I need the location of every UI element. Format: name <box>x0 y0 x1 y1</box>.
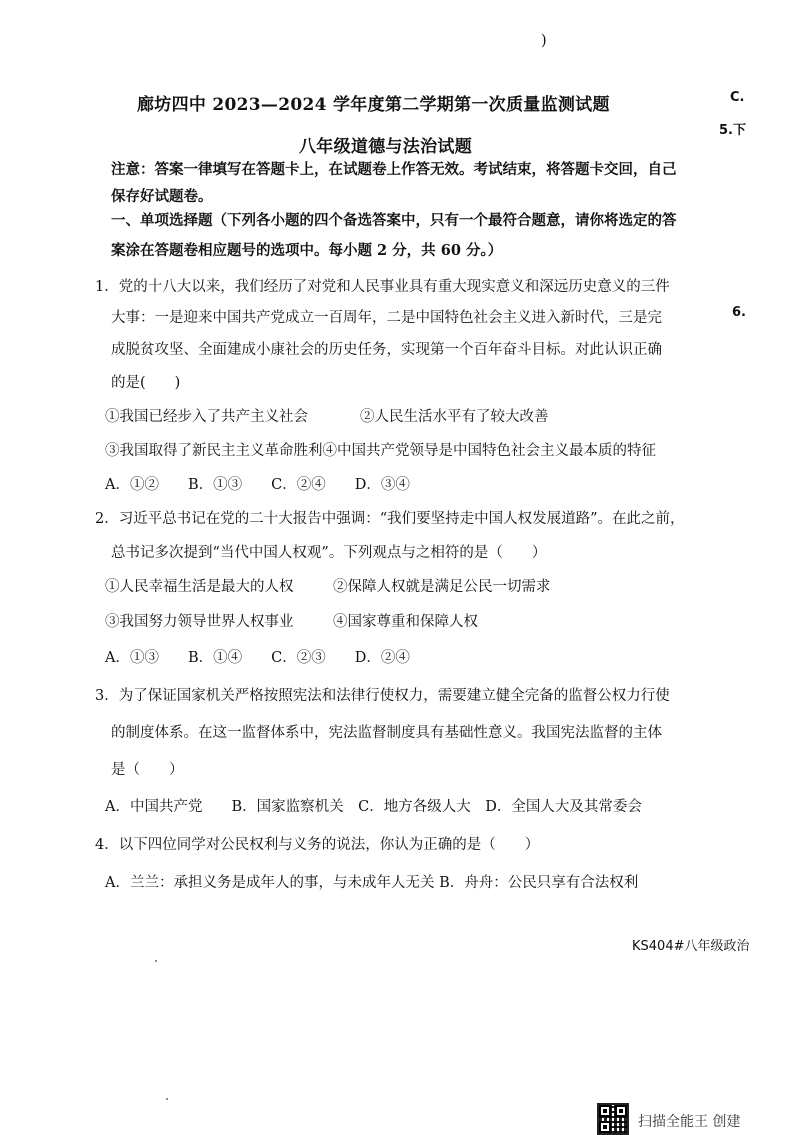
q1-line-1: 1．党的十八大以来，我们经历了对党和人民事业具有重大现实意义和深远历史意义的三件 <box>95 279 670 295</box>
exam-title: 廊坊四中 2023—2024 学年度第二学期第一次质量监测试题 <box>137 95 610 115</box>
q1-line-2: 大事：一是迎来中国共产党成立一百周年，二是中国特色社会主义进入新时代，三是完 <box>111 310 662 326</box>
q2-option-3: ③我国努力领导世界人权事业 <box>105 614 294 630</box>
q2-line-1: 2．习近平总书记在党的二十大报告中强调：“我们要坚持走中国人权发展道路”。在此之前， <box>95 511 685 527</box>
q3-line-2: 的制度体系。在这一监督体系中，宪法监督制度具有基础性意义。我国宪法监督的主体 <box>111 725 662 741</box>
stray-mark: ) <box>541 33 547 49</box>
q2-line-2: 总书记多次提到“当代中国人权观”。下列观点与之相符的是（ ） <box>111 545 547 561</box>
q4-line-1: 4．以下四位同学对公民权利与义务的说法，你认为正确的是（ ） <box>95 837 540 853</box>
q1-option-3-4: ③我国取得了新民主主义革命胜利④中国共产党领导是中国特色社会主义最本质的特征 <box>105 443 656 459</box>
section-heading-line-1: 一、单项选择题（下列各小题的四个备选答案中，只有一个最符合题意，请你将选定的答 <box>111 212 677 229</box>
scan-speck <box>155 960 157 962</box>
q1-line-4: 的是( ) <box>111 375 181 391</box>
exam-subtitle: 八年级道德与法治试题 <box>299 137 472 157</box>
q3-line-1: 3．为了保证国家机关严格按照宪法和法律行使权力，需要建立健全完备的监督公权力行使 <box>95 688 670 704</box>
scanner-watermark: 扫描全能王 创建 <box>638 1114 741 1130</box>
edge-fragment-6: 6. <box>732 305 746 320</box>
q1-option-2: ②人民生活水平有了较大改善 <box>360 409 549 425</box>
qr-code-icon <box>597 1103 629 1135</box>
q4-line-2: A．兰兰：承担义务是成年人的事，与未成年人无关 B．舟舟：公民只享有合法权利 <box>105 875 639 891</box>
notice-line-1: 注意：答案一律填写在答题卡上，在试题卷上作答无效。考试结束，将答题卡交回，自己 <box>111 161 677 178</box>
notice-line-2: 保存好试题卷。 <box>111 188 213 205</box>
scan-speck <box>166 1098 168 1100</box>
q3-answers: A．中国共产党 B．国家监察机关 C．地方各级人大 D．全国人大及其常委会 <box>105 799 642 815</box>
edge-fragment-5: 5.下 <box>719 123 746 138</box>
section-heading-line-2: 案涂在答题卷相应题号的选项中。每小题 2 分，共 60 分。） <box>111 242 503 259</box>
q1-line-3: 成脱贫攻坚、全面建成小康社会的历史任务，实现第一个百年奋斗目标。对此认识正确 <box>111 342 662 358</box>
q1-answers: A．①② B．①③ C．②④ D．③④ <box>105 477 410 493</box>
edge-fragment-c: C. <box>730 90 745 105</box>
q3-line-3: 是（ ） <box>111 762 184 778</box>
q2-answers: A．①③ B．①④ C．②③ D．②④ <box>105 650 410 666</box>
q1-option-1: ①我国已经步入了共产主义社会 <box>105 409 308 425</box>
footer-page-code: KS404#八年级政治 <box>632 939 750 954</box>
q2-option-1: ①人民幸福生活是最大的人权 <box>105 579 294 595</box>
q2-option-4: ④国家尊重和保障人权 <box>333 614 478 630</box>
q2-option-2: ②保障人权就是满足公民一切需求 <box>333 579 551 595</box>
